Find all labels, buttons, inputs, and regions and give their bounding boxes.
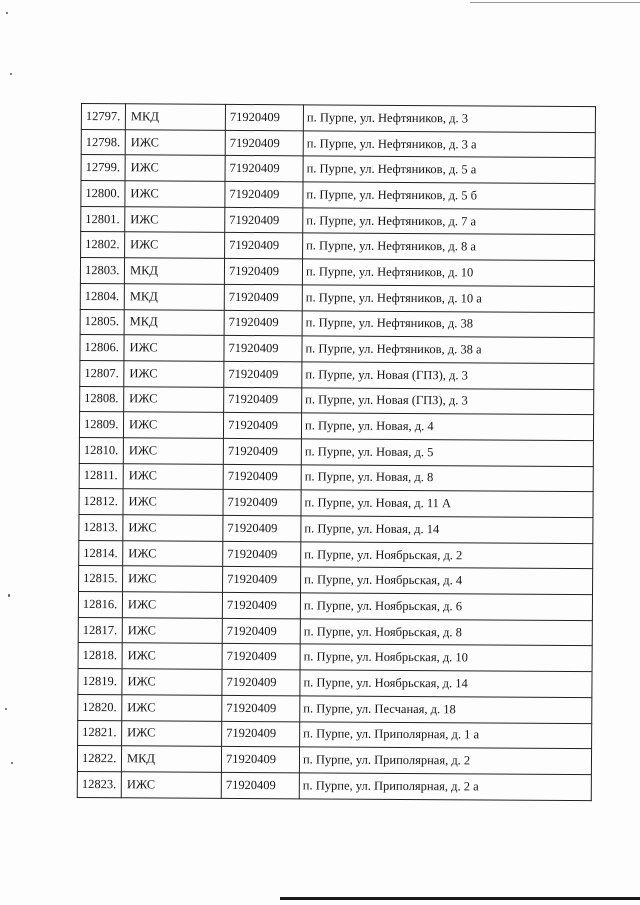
table-row bbox=[79, 437, 593, 466]
oktmo-code-cell: 71920409 bbox=[225, 207, 303, 233]
oktmo-code-cell: 71920409 bbox=[224, 310, 302, 336]
table-row bbox=[80, 258, 594, 287]
table-row bbox=[79, 566, 593, 595]
table-row bbox=[80, 386, 594, 415]
address-cell: п. Пурпе, ул. Песчаная, д. 18 bbox=[300, 696, 592, 723]
row-number-cell: 12808. bbox=[80, 386, 124, 412]
oktmo-code-cell: 71920409 bbox=[224, 387, 302, 413]
address-cell: п. Пурпе, ул. Новая, д. 8 bbox=[301, 464, 593, 491]
table-row bbox=[79, 489, 593, 518]
row-number-cell: 12820. bbox=[78, 694, 122, 720]
building-type-cell: МКД bbox=[124, 258, 224, 284]
table-row bbox=[81, 104, 595, 133]
row-number-cell: 12812. bbox=[79, 489, 123, 515]
row-number-cell: 12813. bbox=[79, 514, 123, 540]
row-number-cell: 12815. bbox=[79, 566, 123, 592]
address-cell: п. Пурпе, ул. Нефтяников, д. 3 а bbox=[303, 131, 595, 158]
address-cell: п. Пурпе, ул. Нефтяников, д. 38 bbox=[302, 310, 594, 337]
building-type-cell: ИЖС bbox=[123, 463, 223, 489]
table-row bbox=[77, 746, 591, 775]
address-cell: п. Пурпе, ул. Нефтяников, д. 7 а bbox=[303, 208, 595, 235]
table-row bbox=[81, 206, 595, 235]
address-cell: п. Пурпе, ул. Приполярная, д. 2 bbox=[299, 747, 591, 774]
building-type-cell: ИЖС bbox=[125, 155, 225, 181]
address-cell: п. Пурпе, ул. Нефтяников, д. 10 bbox=[302, 259, 594, 286]
address-cell: п. Пурпе, ул. Нефтяников, д. 5 б bbox=[303, 182, 595, 209]
oktmo-code-cell: 71920409 bbox=[222, 644, 300, 670]
table-row bbox=[78, 720, 592, 749]
table-row bbox=[78, 694, 592, 723]
building-type-cell: ИЖС bbox=[125, 232, 225, 258]
row-number-cell: 12801. bbox=[81, 206, 125, 232]
address-cell: п. Пурпе, ул. Нефтяников, д. 8 а bbox=[303, 233, 595, 260]
building-type-cell: ИЖС bbox=[122, 643, 222, 669]
building-type-cell: ИЖС bbox=[125, 207, 225, 233]
building-type-cell: ИЖС bbox=[124, 361, 224, 387]
row-number-cell: 12810. bbox=[79, 437, 123, 463]
address-cell: п. Пурпе, ул. Новая (ГПЗ), д. 3 bbox=[302, 362, 594, 389]
table-row bbox=[78, 592, 592, 621]
scan-edge-line bbox=[280, 897, 640, 900]
table-row bbox=[80, 335, 594, 364]
address-cell: п. Пурпе, ул. Новая, д. 11 А bbox=[301, 490, 593, 517]
building-type-cell: ИЖС bbox=[122, 618, 222, 644]
table-row bbox=[78, 617, 592, 646]
oktmo-code-cell: 71920409 bbox=[225, 156, 303, 182]
row-number-cell: 12804. bbox=[80, 283, 124, 309]
table-row bbox=[79, 514, 593, 543]
address-cell: п. Пурпе, ул. Приполярная, д. 2 а bbox=[299, 773, 591, 800]
row-number-cell: 12818. bbox=[78, 643, 122, 669]
row-number-cell: 12803. bbox=[80, 258, 124, 284]
oktmo-code-cell: 71920409 bbox=[223, 515, 301, 541]
scan-speck bbox=[10, 73, 12, 75]
building-type-cell: ИЖС bbox=[124, 386, 224, 412]
oktmo-code-cell: 71920409 bbox=[222, 592, 300, 618]
table-row bbox=[81, 181, 595, 210]
oktmo-code-cell: 71920409 bbox=[224, 284, 302, 310]
address-cell: п. Пурпе, ул. Нефтяников, д. 5 а bbox=[303, 156, 595, 183]
address-cell: п. Пурпе, ул. Ноябрьская, д. 8 bbox=[300, 619, 592, 646]
address-cell: п. Пурпе, ул. Нефтяников, д. 38 а bbox=[302, 336, 594, 363]
address-cell: п. Пурпе, ул. Новая, д. 4 bbox=[301, 413, 593, 440]
table-row bbox=[78, 643, 592, 672]
building-type-cell: ИЖС bbox=[123, 540, 223, 566]
address-cell: п. Пурпе, ул. Ноябрьская, д. 14 bbox=[300, 670, 592, 697]
address-cell: п. Пурпе, ул. Ноябрьская, д. 4 bbox=[301, 567, 593, 594]
scan-edge-line bbox=[470, 2, 640, 3]
oktmo-code-cell: 71920409 bbox=[224, 259, 302, 285]
building-type-cell: МКД bbox=[121, 746, 221, 772]
table-row bbox=[80, 360, 594, 389]
table-row bbox=[78, 669, 592, 698]
building-type-cell: ИЖС bbox=[122, 669, 222, 695]
oktmo-code-cell: 71920409 bbox=[223, 567, 301, 593]
address-cell: п. Пурпе, ул. Новая (ГПЗ), д. 3 bbox=[302, 387, 594, 414]
oktmo-code-cell: 71920409 bbox=[223, 541, 301, 567]
scan-speck bbox=[8, 594, 10, 597]
building-type-cell: ИЖС bbox=[122, 720, 222, 746]
table-row bbox=[81, 155, 595, 184]
building-type-cell: ИЖС bbox=[124, 335, 224, 361]
building-type-cell: МКД bbox=[125, 104, 225, 130]
row-number-cell: 12816. bbox=[78, 592, 122, 618]
scan-speck bbox=[11, 762, 13, 764]
table-row bbox=[81, 129, 595, 158]
row-number-cell: 12819. bbox=[78, 669, 122, 695]
oktmo-code-cell: 71920409 bbox=[223, 413, 301, 439]
oktmo-code-cell: 71920409 bbox=[223, 438, 301, 464]
row-number-cell: 12809. bbox=[79, 412, 123, 438]
row-number-cell: 12817. bbox=[78, 617, 122, 643]
row-number-cell: 12821. bbox=[78, 720, 122, 746]
building-type-cell: ИЖС bbox=[123, 515, 223, 541]
row-number-cell: 12806. bbox=[80, 335, 124, 361]
oktmo-code-cell: 71920409 bbox=[222, 695, 300, 721]
row-number-cell: 12798. bbox=[81, 129, 125, 155]
address-cell: п. Пурпе, ул. Нефтяников, д. 3 bbox=[303, 105, 595, 132]
oktmo-code-cell: 71920409 bbox=[221, 747, 299, 773]
scan-speck bbox=[6, 12, 8, 14]
building-type-cell: ИЖС bbox=[122, 695, 222, 721]
address-cell: п. Пурпе, ул. Ноябрьская, д. 6 bbox=[300, 593, 592, 620]
row-number-cell: 12814. bbox=[79, 540, 123, 566]
row-number-cell: 12805. bbox=[80, 309, 124, 335]
building-type-cell: ИЖС bbox=[121, 772, 221, 798]
oktmo-code-cell: 71920409 bbox=[222, 721, 300, 747]
table-row bbox=[81, 232, 595, 261]
table-row bbox=[80, 283, 594, 312]
row-number-cell: 12799. bbox=[81, 155, 125, 181]
row-number-cell: 12800. bbox=[81, 181, 125, 207]
address-cell: п. Пурпе, ул. Новая, д. 14 bbox=[301, 516, 593, 543]
building-type-cell: ИЖС bbox=[123, 412, 223, 438]
address-cell: п. Пурпе, ул. Нефтяников, д. 10 а bbox=[302, 285, 594, 312]
table-row bbox=[80, 309, 594, 338]
building-type-cell: ИЖС bbox=[123, 438, 223, 464]
row-number-cell: 12822. bbox=[77, 746, 121, 772]
table-row bbox=[77, 771, 591, 800]
scan-speck bbox=[5, 708, 7, 710]
row-number-cell: 12802. bbox=[81, 232, 125, 258]
row-number-cell: 12811. bbox=[79, 463, 123, 489]
row-number-cell: 12807. bbox=[80, 360, 124, 386]
building-type-cell: МКД bbox=[124, 284, 224, 310]
building-type-cell: ИЖС bbox=[123, 489, 223, 515]
oktmo-code-cell: 71920409 bbox=[223, 464, 301, 490]
oktmo-code-cell: 71920409 bbox=[225, 181, 303, 207]
table-row bbox=[79, 540, 593, 569]
address-cell: п. Пурпе, ул. Новая, д. 5 bbox=[301, 439, 593, 466]
row-number-cell: 12797. bbox=[81, 104, 125, 130]
building-type-cell: ИЖС bbox=[125, 181, 225, 207]
oktmo-code-cell: 71920409 bbox=[222, 669, 300, 695]
table-row bbox=[79, 412, 593, 441]
building-type-cell: ИЖС bbox=[122, 592, 222, 618]
oktmo-code-cell: 71920409 bbox=[221, 772, 299, 798]
address-cell: п. Пурпе, ул. Ноябрьская, д. 2 bbox=[301, 542, 593, 569]
oktmo-code-cell: 71920409 bbox=[225, 130, 303, 156]
registry-table bbox=[77, 103, 596, 801]
oktmo-code-cell: 71920409 bbox=[224, 361, 302, 387]
oktmo-code-cell: 71920409 bbox=[224, 336, 302, 362]
oktmo-code-cell: 71920409 bbox=[222, 618, 300, 644]
building-type-cell: ИЖС bbox=[123, 566, 223, 592]
oktmo-code-cell: 71920409 bbox=[225, 233, 303, 259]
building-type-cell: МКД bbox=[124, 309, 224, 335]
address-cell: п. Пурпе, ул. Приполярная, д. 1 а bbox=[300, 721, 592, 748]
oktmo-code-cell: 71920409 bbox=[223, 490, 301, 516]
oktmo-code-cell: 71920409 bbox=[225, 104, 303, 130]
address-cell: п. Пурпе, ул. Ноябрьская, д. 10 bbox=[300, 644, 592, 671]
row-number-cell: 12823. bbox=[77, 771, 121, 797]
table-row bbox=[79, 463, 593, 492]
registry-table-body bbox=[77, 104, 595, 801]
building-type-cell: ИЖС bbox=[125, 129, 225, 155]
